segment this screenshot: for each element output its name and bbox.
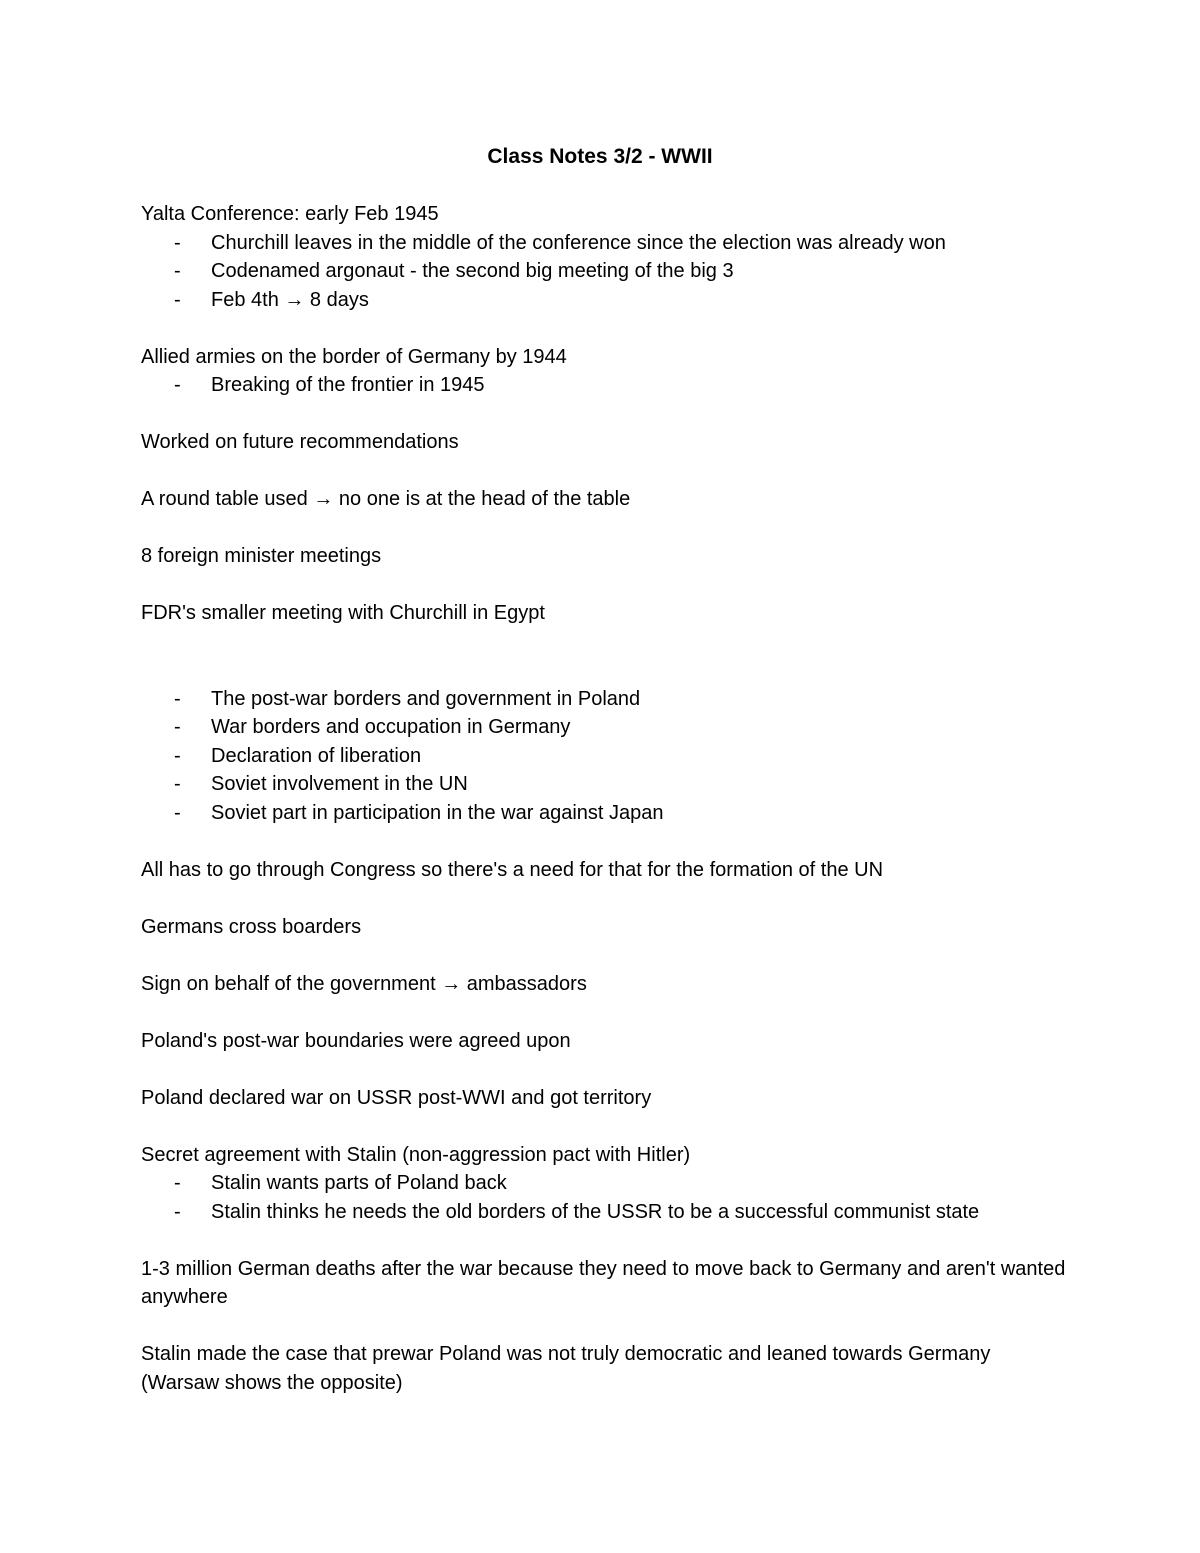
bullet-text: Codenamed argonaut - the second big meeting of the big 3 bbox=[211, 260, 734, 282]
paragraph-spacer bbox=[141, 514, 1071, 543]
bullet-list bbox=[141, 685, 1071, 828]
dash-bullet-icon: - bbox=[174, 1172, 181, 1194]
bullet-text: Churchill leaves in the middle of the conference since the election was already won bbox=[211, 231, 946, 254]
bullet-item bbox=[141, 713, 1071, 742]
dash-bullet-icon: - bbox=[174, 773, 181, 795]
note-block bbox=[141, 200, 1071, 314]
bullet-text: War borders and occupation in Germany bbox=[211, 716, 571, 738]
bullet-text: Declaration of liberation bbox=[211, 744, 422, 767]
note-paragraph: Sign on behalf of the government → ambassadors bbox=[141, 972, 587, 995]
note-block bbox=[141, 542, 1071, 571]
note-block bbox=[141, 913, 1071, 942]
bullet-list bbox=[141, 371, 1071, 400]
bullet-text: Stalin wants parts of Poland back bbox=[211, 1172, 507, 1194]
paragraph-spacer bbox=[141, 941, 1071, 970]
note-paragraph: Poland's post-war boundaries were agreed upon bbox=[141, 1029, 571, 1052]
paragraph-spacer bbox=[141, 628, 1071, 657]
dash-bullet-icon: - bbox=[174, 801, 181, 824]
bullet-item bbox=[141, 286, 1071, 315]
dash-bullet-icon: - bbox=[174, 374, 181, 396]
note-block bbox=[141, 1027, 1071, 1056]
note-block bbox=[141, 656, 1071, 827]
note-paragraph: Yalta Conference: early Feb 1945 bbox=[141, 203, 439, 225]
bullet-text: Soviet involvement in the UN bbox=[211, 773, 468, 795]
bullet-item bbox=[141, 257, 1071, 286]
bullet-text: Soviet part in participation in the war against Japan bbox=[211, 801, 664, 824]
bullet-item bbox=[141, 1198, 1071, 1227]
dash-bullet-icon: - bbox=[174, 288, 181, 311]
bullet-item bbox=[141, 770, 1071, 799]
bullet-item bbox=[141, 1169, 1071, 1198]
bullet-list bbox=[141, 1169, 1071, 1226]
note-paragraph: FDR's smaller meeting with Churchill in Egypt bbox=[141, 602, 545, 624]
bullet-text: The post-war borders and government in Poland bbox=[211, 687, 641, 710]
note-block bbox=[141, 1340, 1071, 1397]
note-paragraph: Germans cross boarders bbox=[141, 915, 362, 938]
note-block bbox=[141, 970, 1071, 999]
note-paragraph: Worked on future recommendations bbox=[141, 431, 459, 453]
paragraph-spacer bbox=[141, 1055, 1071, 1084]
bullet-text: Breaking of the frontier in 1945 bbox=[211, 374, 485, 396]
bullet-item bbox=[141, 371, 1071, 400]
paragraph-spacer bbox=[141, 1312, 1071, 1341]
note-block bbox=[141, 428, 1071, 457]
paragraph-spacer bbox=[141, 1112, 1071, 1141]
note-paragraph: Secret agreement with Stalin (non-aggression pact with Hitler) bbox=[141, 1143, 691, 1166]
note-paragraph: A round table used → no one is at the head of the table bbox=[141, 488, 631, 510]
bullet-item bbox=[141, 685, 1071, 714]
paragraph-spacer bbox=[141, 571, 1071, 600]
note-paragraph: Poland declared war on USSR post-WWI and got territory bbox=[141, 1086, 652, 1109]
dash-bullet-icon: - bbox=[174, 1200, 181, 1223]
note-block bbox=[141, 1255, 1071, 1312]
bullet-item bbox=[141, 742, 1071, 771]
empty-line bbox=[141, 656, 1071, 685]
dash-bullet-icon: - bbox=[174, 231, 181, 254]
bullet-list bbox=[141, 229, 1071, 315]
note-paragraph: Stalin made the case that prewar Poland was not truly democratic and leaned towards Germany (Warsaw shows the opposite) bbox=[141, 1343, 991, 1394]
bullet-text: Stalin thinks he needs the old borders of the USSR to be a successful communist state bbox=[211, 1200, 980, 1223]
bullet-text: Feb 4th → 8 days bbox=[211, 288, 369, 311]
note-paragraph: 8 foreign minister meetings bbox=[141, 545, 382, 567]
dash-bullet-icon: - bbox=[174, 687, 181, 710]
note-paragraph: All has to go through Congress so there's a need for that for the formation of the UN bbox=[141, 858, 884, 881]
paragraph-spacer bbox=[141, 314, 1071, 343]
bullet-item bbox=[141, 799, 1071, 828]
note-block bbox=[141, 856, 1071, 885]
paragraph-spacer bbox=[141, 457, 1071, 486]
note-paragraph: 1-3 million German deaths after the war because they need to move back to Germany and aren't wanted anywhere bbox=[141, 1257, 1066, 1308]
paragraph-spacer bbox=[141, 827, 1071, 856]
note-paragraph: Allied armies on the border of Germany by 1944 bbox=[141, 345, 567, 368]
notes-body bbox=[141, 200, 1071, 1397]
dash-bullet-icon: - bbox=[174, 260, 181, 282]
dash-bullet-icon: - bbox=[174, 744, 181, 767]
note-block bbox=[141, 599, 1071, 628]
paragraph-spacer bbox=[141, 884, 1071, 913]
bullet-item bbox=[141, 229, 1071, 258]
paragraph-spacer bbox=[141, 998, 1071, 1027]
note-block bbox=[141, 343, 1071, 400]
paragraph-spacer bbox=[141, 1226, 1071, 1255]
note-block bbox=[141, 1084, 1071, 1113]
paragraph-spacer bbox=[141, 400, 1071, 429]
note-block bbox=[141, 485, 1071, 514]
dash-bullet-icon: - bbox=[174, 716, 181, 738]
page-title: Class Notes 3/2 - WWII bbox=[487, 145, 713, 168]
note-block bbox=[141, 1141, 1071, 1227]
